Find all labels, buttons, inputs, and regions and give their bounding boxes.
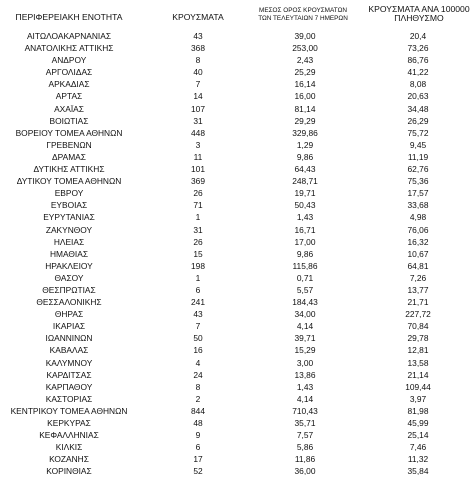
cell-region: ΚΕΝΤΡΙΚΟΥ ΤΟΜΕΑ ΑΘΗΝΩΝ xyxy=(10,405,128,416)
table-row xyxy=(0,344,475,356)
cell-cases: 16 xyxy=(193,345,203,356)
cell-cases-per-100000: 21,71 xyxy=(407,297,429,308)
cell-cases: 369 xyxy=(191,176,205,187)
cell-seven-day-average: 39,00 xyxy=(294,31,316,41)
header-region: ΠΕΡΙΦΕΡΕΙΑΚΗ ΕΝΟΤΗΤΑ xyxy=(15,12,123,22)
cell-seven-day-average: 1,43 xyxy=(296,381,314,392)
cell-cases-per-100000: 13,77 xyxy=(407,284,429,295)
cell-seven-day-average: 115,86 xyxy=(292,260,318,271)
cell-region: ΙΩΑΝΝΙΝΩΝ xyxy=(45,333,93,344)
header-seven-day-average-line1: ΜΕΣΟΣ ΟΡΟΣ ΚΡΟΥΣΜΑΤΩΝ xyxy=(259,7,347,14)
cell-cases-per-100000: 3,97 xyxy=(409,393,427,404)
table-row xyxy=(0,199,475,211)
cell-region: ΕΥΡΥΤΑΝΙΑΣ xyxy=(43,212,95,223)
cell-cases: 107 xyxy=(191,103,205,114)
cell-region: ΑΡΤΑΣ xyxy=(55,91,83,102)
cell-seven-day-average: 34,00 xyxy=(294,309,316,320)
cell-seven-day-average: 39,71 xyxy=(294,333,316,344)
cell-cases: 26 xyxy=(193,236,203,247)
cell-cases-per-100000: 4,98 xyxy=(409,212,427,223)
cell-cases: 3 xyxy=(195,139,201,150)
cell-cases-per-100000: 9,45 xyxy=(409,139,427,150)
cell-cases-per-100000: 29,78 xyxy=(407,333,429,344)
cell-seven-day-average: 35,71 xyxy=(294,418,316,428)
cell-region: ΘΑΣΟΥ xyxy=(54,272,84,283)
cell-cases-per-100000: 25,14 xyxy=(407,430,429,441)
table-row xyxy=(0,441,475,453)
cell-cases: 24 xyxy=(193,369,203,380)
cell-cases-per-100000: 34,48 xyxy=(407,103,429,114)
cell-cases: 50 xyxy=(193,333,203,344)
table-row xyxy=(0,332,475,344)
cell-seven-day-average: 19,71 xyxy=(294,188,316,199)
cell-cases: 26 xyxy=(193,188,203,199)
cell-cases: 14 xyxy=(193,91,203,102)
cell-seven-day-average: 1,29 xyxy=(296,139,314,150)
table-row xyxy=(0,30,475,42)
cell-cases: 448 xyxy=(191,127,205,138)
cell-cases: 8 xyxy=(195,55,201,66)
header-cases-per-100000-line2: ΠΛΗΘΥΣΜΟ xyxy=(394,13,444,23)
cell-cases: 6 xyxy=(195,284,201,295)
cell-region: ΑΝΔΡΟΥ xyxy=(51,55,87,66)
cell-cases-per-100000: 64,81 xyxy=(407,260,429,271)
table-row xyxy=(0,272,475,284)
table-row xyxy=(0,284,475,296)
cell-cases: 7 xyxy=(195,321,201,332)
cell-seven-day-average: 184,43 xyxy=(292,297,318,308)
cell-region: ΚΟΖΑΝΗΣ xyxy=(49,454,89,465)
table-row xyxy=(0,163,475,175)
header-seven-day-average-line2: ΤΩΝ ΤΕΛΕΥΤΑΙΩΝ 7 ΗΜΕΡΩΝ xyxy=(258,15,348,22)
cell-cases: 241 xyxy=(191,297,205,308)
cell-cases: 844 xyxy=(191,405,205,416)
cell-seven-day-average: 81,14 xyxy=(294,103,316,114)
cell-cases-per-100000: 41,22 xyxy=(407,67,429,78)
table-row xyxy=(0,127,475,139)
cell-seven-day-average: 25,29 xyxy=(294,67,316,78)
cell-cases: 17 xyxy=(193,454,203,465)
cell-cases: 1 xyxy=(195,272,201,283)
cell-cases: 1 xyxy=(195,212,201,223)
cell-cases: 198 xyxy=(191,260,205,271)
cell-seven-day-average: 2,43 xyxy=(296,55,314,66)
cell-region: ΒΟΙΩΤΙΑΣ xyxy=(49,115,89,126)
table-row xyxy=(0,66,475,78)
cell-cases: 101 xyxy=(191,164,205,175)
cell-cases-per-100000: 81,98 xyxy=(407,405,429,416)
cell-cases-per-100000: 12,81 xyxy=(407,345,429,356)
table-row xyxy=(0,296,475,308)
table-row xyxy=(0,465,475,477)
cell-region: ΚΑΒΑΛΑΣ xyxy=(49,345,89,356)
cell-cases-per-100000: 8,08 xyxy=(409,79,427,90)
cell-cases-per-100000: 76,06 xyxy=(407,224,429,235)
cell-cases: 71 xyxy=(193,200,203,211)
table-row xyxy=(0,393,475,405)
cell-cases-per-100000: 73,26 xyxy=(407,43,429,54)
cell-seven-day-average: 329,86 xyxy=(292,127,318,138)
cell-cases-per-100000: 17,57 xyxy=(407,188,429,199)
table-row xyxy=(0,417,475,429)
cell-region: ΑΡΚΑΔΙΑΣ xyxy=(48,79,90,90)
table-row xyxy=(0,453,475,465)
cell-cases: 7 xyxy=(195,79,201,90)
cell-cases-per-100000: 16,32 xyxy=(407,236,429,247)
table-row xyxy=(0,381,475,393)
cell-region: ΚΑΡΔΙΤΣΑΣ xyxy=(46,369,92,380)
cell-cases-per-100000: 227,72 xyxy=(405,309,431,320)
header-cases-per-100000-line1: ΚΡΟΥΣΜΑΤΑ ΑΝΑ 100000 xyxy=(368,4,470,14)
cell-seven-day-average: 64,43 xyxy=(294,164,316,175)
table-body xyxy=(0,30,475,477)
cell-region: ΔΡΑΜΑΣ xyxy=(52,151,86,162)
cell-seven-day-average: 15,29 xyxy=(294,345,316,356)
cell-seven-day-average: 17,00 xyxy=(294,236,316,247)
cell-region: ΕΥΒΟΙΑΣ xyxy=(50,200,88,211)
cell-cases: 31 xyxy=(193,115,203,126)
table-row xyxy=(0,320,475,332)
cell-seven-day-average: 710,43 xyxy=(292,405,318,416)
cell-region: ΒΟΡΕΙΟΥ ΤΟΜΕΑ ΑΘΗΝΩΝ xyxy=(15,127,123,138)
cell-seven-day-average: 3,00 xyxy=(296,357,314,368)
cell-cases: 6 xyxy=(195,442,201,453)
cell-region: ΚΑΣΤΟΡΙΑΣ xyxy=(45,393,93,404)
cell-region: ΗΛΕΙΑΣ xyxy=(53,236,85,247)
cell-cases: 43 xyxy=(193,31,203,41)
cell-cases: 40 xyxy=(193,67,203,78)
cell-cases: 11 xyxy=(193,151,203,162)
cell-seven-day-average: 7,57 xyxy=(296,430,314,441)
cell-cases-per-100000: 86,76 xyxy=(407,55,429,66)
table-row xyxy=(0,405,475,417)
cell-cases-per-100000: 75,36 xyxy=(407,176,429,187)
table-row xyxy=(0,369,475,381)
table-row xyxy=(0,42,475,54)
cell-region: ΚΙΛΚΙΣ xyxy=(55,442,83,453)
cell-seven-day-average: 9,86 xyxy=(296,248,314,259)
cell-region: ΑΝΑΤΟΛΙΚΗΣ ΑΤΤΙΚΗΣ xyxy=(24,43,114,54)
table-row xyxy=(0,139,475,151)
cell-cases-per-100000: 35,84 xyxy=(407,466,429,477)
cell-region: ΑΙΤΩΛΟΑΚΑΡΝΑΝΙΑΣ xyxy=(26,31,112,41)
cell-cases: 4 xyxy=(195,357,201,368)
cell-cases-per-100000: 13,58 xyxy=(407,357,429,368)
cell-region: ΑΧΑΪΑΣ xyxy=(54,103,84,114)
cell-region: ΗΡΑΚΛΕΙΟΥ xyxy=(45,260,93,271)
cell-cases: 52 xyxy=(193,466,203,477)
cell-cases-per-100000: 20,63 xyxy=(407,91,429,102)
cell-region: ΘΗΡΑΣ xyxy=(54,309,84,320)
cell-seven-day-average: 4,14 xyxy=(296,393,314,404)
cell-region: ΘΕΣΣΑΛΟΝΙΚΗΣ xyxy=(36,297,102,308)
cell-seven-day-average: 4,14 xyxy=(296,321,314,332)
cell-cases-per-100000: 70,84 xyxy=(407,321,429,332)
cell-region: ΔΥΤΙΚΟΥ ΤΟΜΕΑ ΑΘΗΝΩΝ xyxy=(16,176,122,187)
cell-seven-day-average: 0,71 xyxy=(296,272,314,283)
cell-region: ΙΚΑΡΙΑΣ xyxy=(52,321,86,332)
cell-region: ΚΕΦΑΛΛΗΝΙΑΣ xyxy=(39,430,99,441)
table-row xyxy=(0,211,475,223)
cell-cases-per-100000: 10,67 xyxy=(407,248,429,259)
cell-seven-day-average: 16,14 xyxy=(294,79,316,90)
cell-seven-day-average: 9,86 xyxy=(296,151,314,162)
table-row xyxy=(0,308,475,320)
cell-region: ΚΑΡΠΑΘΟΥ xyxy=(45,381,93,392)
cell-cases: 31 xyxy=(193,224,203,235)
cell-seven-day-average: 16,00 xyxy=(294,91,316,102)
cell-seven-day-average: 50,43 xyxy=(294,200,316,211)
cell-region: ΖΑΚΥΝΘΟΥ xyxy=(45,224,93,235)
cell-cases-per-100000: 62,76 xyxy=(407,164,429,175)
header-seven-day-average xyxy=(238,7,368,23)
cell-cases: 15 xyxy=(193,248,203,259)
table-row xyxy=(0,248,475,260)
cell-cases-per-100000: 20,4 xyxy=(409,31,427,41)
cell-region: ΑΡΓΟΛΙΔΑΣ xyxy=(45,67,93,78)
cell-cases: 48 xyxy=(193,418,203,428)
cell-seven-day-average: 16,71 xyxy=(294,224,316,235)
table-row xyxy=(0,54,475,66)
cell-seven-day-average: 5,57 xyxy=(296,284,314,295)
table-row xyxy=(0,224,475,236)
table-row xyxy=(0,151,475,163)
cell-cases-per-100000: 7,26 xyxy=(409,272,427,283)
cell-cases-per-100000: 75,72 xyxy=(407,127,429,138)
cell-cases-per-100000: 11,32 xyxy=(407,454,429,465)
cell-cases: 368 xyxy=(191,43,205,54)
cell-cases: 9 xyxy=(195,430,201,441)
table-row xyxy=(0,236,475,248)
cell-cases: 2 xyxy=(195,393,201,404)
cell-cases: 43 xyxy=(193,309,203,320)
cell-cases-per-100000: 21,14 xyxy=(407,369,429,380)
cell-region: ΚΑΛΥΜΝΟΥ xyxy=(45,357,93,368)
table-row xyxy=(0,115,475,127)
cell-seven-day-average: 13,86 xyxy=(294,369,316,380)
cell-seven-day-average: 11,86 xyxy=(294,454,316,465)
cell-cases-per-100000: 33,68 xyxy=(407,200,429,211)
table-row xyxy=(0,429,475,441)
cell-seven-day-average: 248,71 xyxy=(292,176,318,187)
cell-region: ΓΡΕΒΕΝΩΝ xyxy=(46,139,92,150)
cell-region: ΗΜΑΘΙΑΣ xyxy=(49,248,89,259)
table-row xyxy=(0,78,475,90)
cell-region: ΚΕΡΚΥΡΑΣ xyxy=(47,418,91,428)
header-cases-per-100000 xyxy=(363,5,475,23)
cell-region: ΘΕΣΠΡΩΤΙΑΣ xyxy=(42,284,96,295)
cell-seven-day-average: 5,86 xyxy=(296,442,314,453)
cell-seven-day-average: 29,29 xyxy=(294,115,316,126)
table-row xyxy=(0,260,475,272)
cell-cases-per-100000: 26,29 xyxy=(407,115,429,126)
cell-cases-per-100000: 109,44 xyxy=(405,381,431,392)
cell-cases-per-100000: 45,99 xyxy=(407,418,429,428)
table-row xyxy=(0,187,475,199)
cell-seven-day-average: 36,00 xyxy=(294,466,316,477)
cell-region: ΔΥΤΙΚΗΣ ΑΤΤΙΚΗΣ xyxy=(33,164,105,175)
cell-region: ΕΒΡΟΥ xyxy=(54,188,84,199)
cell-seven-day-average: 253,00 xyxy=(292,43,318,54)
table-row xyxy=(0,90,475,102)
cell-cases-per-100000: 7,46 xyxy=(409,442,427,453)
table-row xyxy=(0,103,475,115)
cell-seven-day-average: 1,43 xyxy=(296,212,314,223)
table-row xyxy=(0,175,475,187)
table-row xyxy=(0,357,475,369)
cell-cases: 8 xyxy=(195,381,201,392)
cell-region: ΚΟΡΙΝΘΙΑΣ xyxy=(46,466,92,477)
header-cases: ΚΡΟΥΣΜΑΤΑ xyxy=(172,12,224,22)
cell-cases-per-100000: 11,19 xyxy=(407,151,429,162)
